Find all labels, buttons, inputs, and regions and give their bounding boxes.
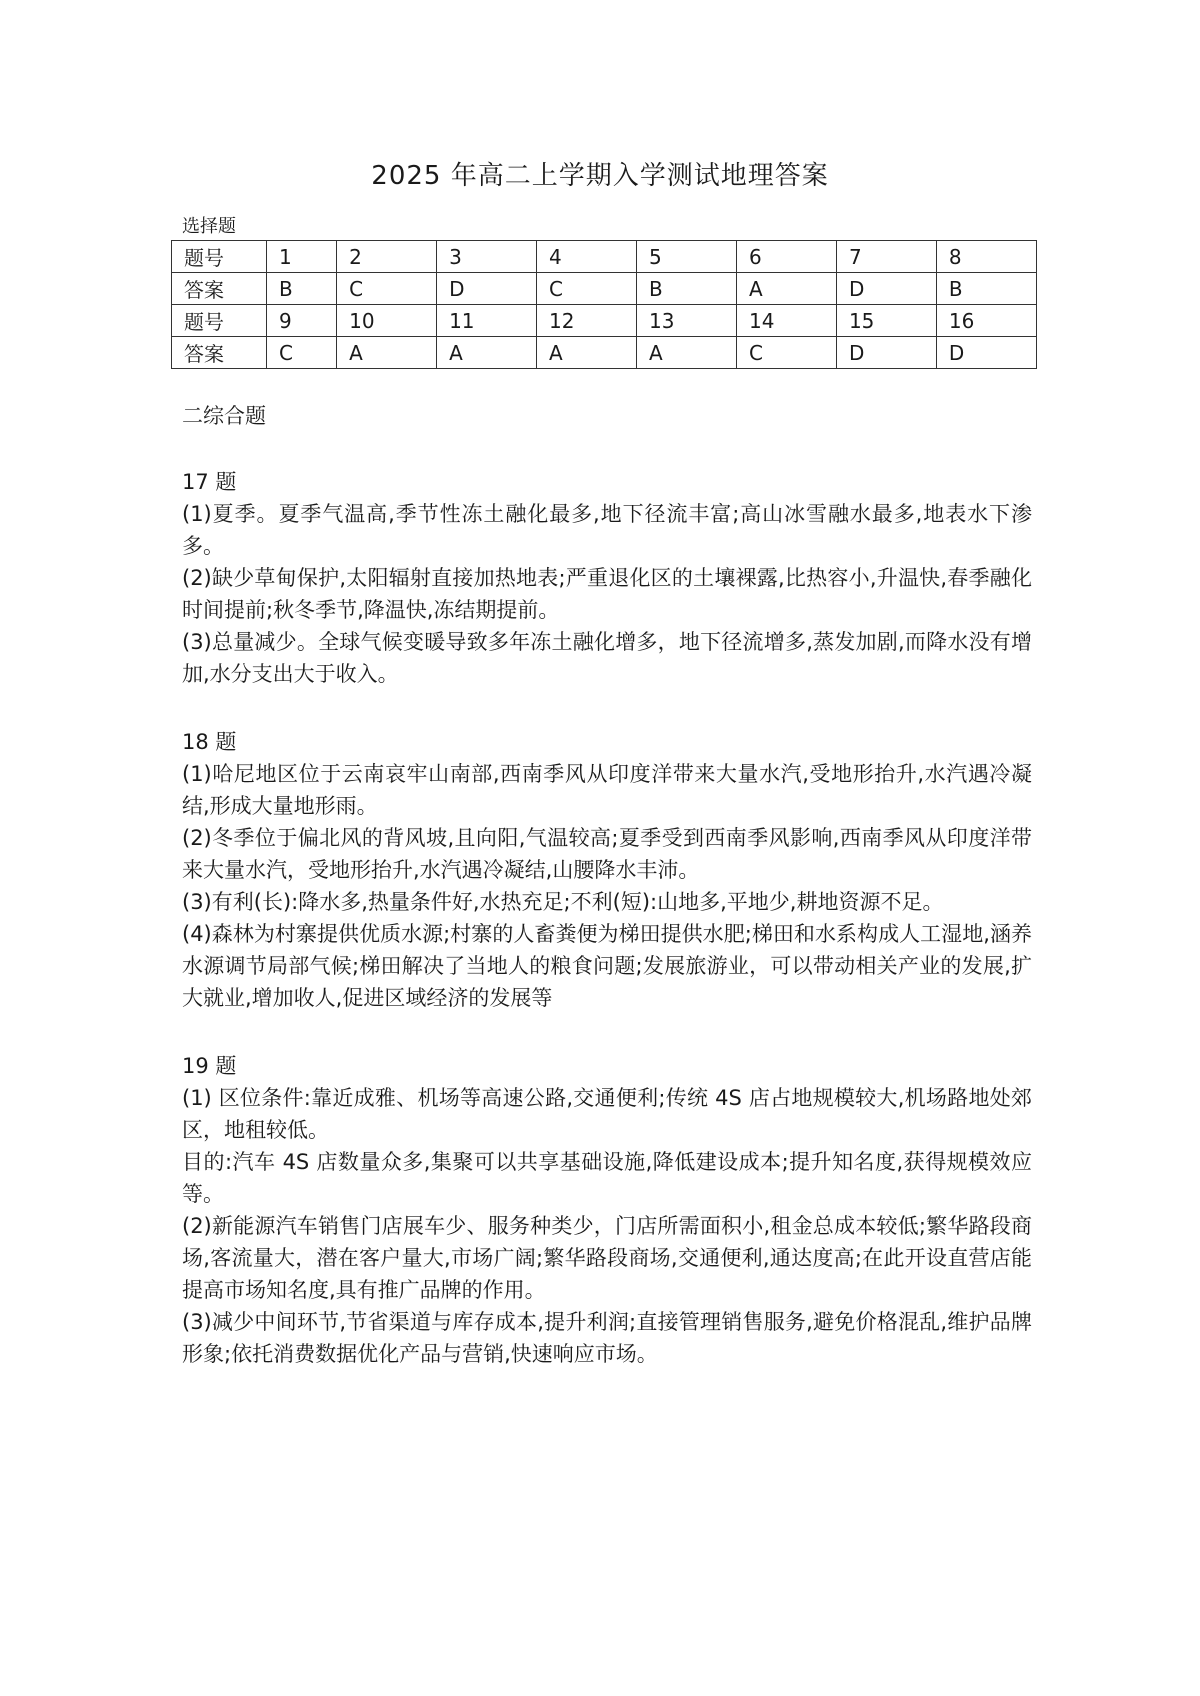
answer-cell: B	[936, 273, 1036, 305]
question-number-cell: 9	[267, 305, 337, 337]
answer-cell: A	[637, 337, 737, 369]
answer-cell: C	[337, 273, 437, 305]
row-header-number: 题号	[172, 305, 267, 337]
answer-cell: C	[537, 273, 637, 305]
question-17	[182, 466, 1032, 690]
answer-paragraph: (2)新能源汽车销售门店展车少、服务种类少，门店所需面积小,租金总成本较低;繁华路段商场,客流量大，潜在客户量大,市场广阔;繁华路段商场,交通便利,通达度高;在此开设直营店能提高市场知名度,具有推广品牌的作用。	[182, 1214, 1032, 1302]
question-heading: 19 题	[182, 1054, 237, 1078]
page-title: 2025 年高二上学期入学测试地理答案	[371, 161, 829, 191]
question-number-cell: 5	[637, 241, 737, 273]
answer-paragraph: (3)总量减少。全球气候变暖导致多年冻土融化增多，地下径流增多,蒸发加剧,而降水没有增加,水分支出大于收入。	[182, 630, 1032, 686]
question-number-cell: 4	[537, 241, 637, 273]
question-number-cell: 1	[267, 241, 337, 273]
row-header-answer: 答案	[172, 273, 267, 305]
answer-cell: C	[736, 337, 836, 369]
answer-paragraph: 目的:汽车 4S 店数量众多,集聚可以共享基础设施,降低建设成本;提升知名度,获得规模效应等。	[182, 1150, 1032, 1206]
multiple-choice-label: 选择题	[182, 216, 236, 237]
row-header-number: 题号	[172, 241, 267, 273]
answer-cell: A	[736, 273, 836, 305]
question-19	[182, 1050, 1032, 1370]
question-number-cell: 12	[537, 305, 637, 337]
answer-cell: D	[836, 337, 936, 369]
answer-cell: A	[537, 337, 637, 369]
table-row-numbers	[172, 241, 1037, 273]
table-row-answers	[172, 273, 1037, 305]
table-row-answers	[172, 337, 1037, 369]
question-number-cell: 6	[736, 241, 836, 273]
answer-cell: D	[437, 273, 537, 305]
answer-paragraph: (3)有利(长):降水多,热量条件好,水热充足;不利(短):山地多,平地少,耕地资源不足。	[182, 890, 944, 914]
answer-paragraph: (1) 区位条件:靠近成雅、机场等高速公路,交通便利;传统 4S 店占地规模较大,机场路地处郊区，地租较低。	[182, 1086, 1032, 1142]
question-number-cell: 8	[936, 241, 1036, 273]
question-number-cell: 15	[836, 305, 936, 337]
question-number-cell: 14	[736, 305, 836, 337]
question-heading: 17 题	[182, 470, 237, 494]
question-number-cell: 10	[337, 305, 437, 337]
question-number-cell: 7	[836, 241, 936, 273]
answer-paragraph: (4)森林为村寨提供优质水源;村寨的人畜粪便为梯田提供水肥;梯田和水系构成人工湿地,涵养水源调节局部气候;梯田解决了当地人的粮食问题;发展旅游业，可以带动相关产业的发展,扩大就业,增加收人,促进区域经济的发展等	[182, 922, 1032, 1010]
question-number-cell: 16	[936, 305, 1036, 337]
answer-cell: D	[936, 337, 1036, 369]
answer-paragraph: (1)哈尼地区位于云南哀牢山南部,西南季风从印度洋带来大量水汽,受地形抬升,水汽遇冷凝结,形成大量地形雨。	[182, 762, 1032, 818]
answer-cell: B	[637, 273, 737, 305]
comprehensive-label: 二综合题	[182, 404, 266, 428]
answer-paragraph: (3)减少中间环节,节省渠道与库存成本,提升利润;直接管理销售服务,避免价格混乱,维护品牌形象;依托消费数据优化产品与营销,快速响应市场。	[182, 1310, 1032, 1366]
question-heading: 18 题	[182, 730, 237, 754]
question-number-cell: 2	[337, 241, 437, 273]
comprehensive-section	[182, 400, 1032, 1406]
answer-cell: C	[267, 337, 337, 369]
row-header-answer: 答案	[172, 337, 267, 369]
question-18	[182, 726, 1032, 1014]
answer-paragraph: (1)夏季。夏季气温高,季节性冻土融化最多,地下径流丰富;高山冰雪融水最多,地表水下渗多。	[182, 502, 1032, 558]
question-number-cell: 11	[437, 305, 537, 337]
answer-paragraph: (2)缺少草甸保护,太阳辐射直接加热地表;严重退化区的土壤裸露,比热容小,升温快,春季融化时间提前;秋冬季节,降温快,冻结期提前。	[182, 566, 1032, 622]
answer-cell: B	[267, 273, 337, 305]
answer-paragraph: (2)冬季位于偏北风的背风坡,且向阳,气温较高;夏季受到西南季风影响,西南季风从印度洋带来大量水汽，受地形抬升,水汽遇冷凝结,山腰降水丰沛。	[182, 826, 1032, 882]
answer-cell: A	[437, 337, 537, 369]
answer-cell: D	[836, 273, 936, 305]
answer-table	[171, 240, 1037, 369]
table-row-numbers	[172, 305, 1037, 337]
answer-cell: A	[337, 337, 437, 369]
question-number-cell: 13	[637, 305, 737, 337]
question-number-cell: 3	[437, 241, 537, 273]
